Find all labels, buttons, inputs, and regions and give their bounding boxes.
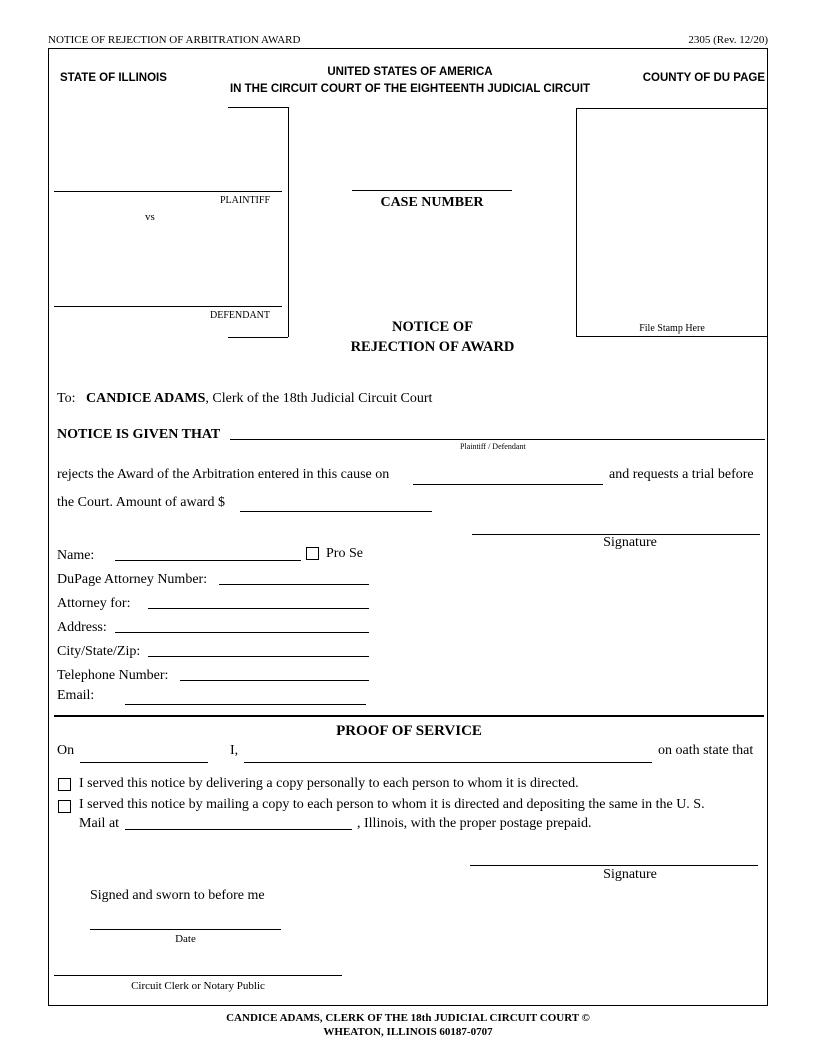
city-label: City/State/Zip: (57, 644, 141, 659)
email-field[interactable] (125, 688, 366, 705)
title-line1: NOTICE OF (392, 319, 473, 335)
mail-location-field[interactable] (125, 813, 352, 830)
clerk-label: Circuit Clerk or Notary Public (131, 980, 265, 992)
defendant-label: DEFENDANT (210, 310, 270, 321)
date-label: Date (175, 933, 196, 945)
telephone-label: Telephone Number: (57, 668, 169, 683)
state-label: STATE OF ILLINOIS (60, 72, 167, 84)
party-name-field[interactable] (230, 423, 765, 440)
mail-service-checkbox[interactable] (58, 800, 71, 813)
defendant-field[interactable] (54, 290, 282, 307)
option2-mail-label: Mail at (79, 816, 120, 831)
oath-text: on oath state that (658, 743, 754, 758)
plaintiff-label: PLAINTIFF (220, 195, 271, 206)
footer-line2: WHEATON, ILLINOIS 60187-0707 (323, 1026, 493, 1038)
award-date-field[interactable] (413, 468, 603, 485)
rejects-text: rejects the Award of the Arbitration entered in this cause on (57, 467, 390, 482)
attorney-number-field[interactable] (219, 568, 369, 585)
email-label: Email: (57, 688, 95, 703)
party-bracket-side (288, 107, 289, 337)
attorney-for-field[interactable] (148, 592, 369, 609)
party-bracket-top (228, 107, 288, 108)
case-number-field[interactable] (352, 174, 512, 191)
name-label: Name: (57, 548, 95, 563)
vs-label: vs (145, 211, 155, 223)
clerk-name: CANDICE ADAMS (85, 391, 206, 406)
pro-se-label: Pro Se (326, 546, 363, 561)
option2-suffix: , Illinois, with the proper postage prepaid. (357, 816, 592, 831)
form-number: 2305 (Rev. 12/20) (688, 34, 768, 46)
on-label: On (57, 743, 75, 758)
form-title: NOTICE OF REJECTION OF ARBITRATION AWARD (48, 34, 301, 46)
section-divider (54, 715, 764, 717)
i-label: I, (230, 743, 239, 758)
party-sublabel: Plaintiff / Defendant (460, 442, 526, 451)
footer-line1: CANDICE ADAMS, CLERK OF THE 18th JUDICIAL CIRCUIT COURT © (226, 1012, 590, 1024)
title-line2: REJECTION OF AWARD (350, 339, 515, 355)
plaintiff-field[interactable] (54, 175, 282, 192)
clerk-signature-field[interactable] (54, 959, 342, 976)
award-amount-field[interactable] (240, 495, 432, 512)
server-name-field[interactable] (244, 746, 652, 763)
party-bracket-bottom (228, 337, 288, 338)
attorney-for-label: Attorney for: (57, 596, 131, 611)
county-label: COUNTY OF DU PAGE (642, 72, 765, 84)
option2-line1: I served this notice by mailing a copy to each person to whom it is directed and depositing the same in the U. S. (79, 797, 705, 812)
sworn-text: Signed and sworn to before me (90, 888, 265, 903)
service-date-field[interactable] (80, 746, 208, 763)
name-field[interactable] (115, 544, 301, 561)
city-field[interactable] (148, 640, 369, 657)
personal-service-checkbox[interactable] (58, 778, 71, 791)
to-line (57, 391, 432, 407)
requests-text: and requests a trial before (609, 467, 754, 482)
address-field[interactable] (115, 616, 369, 633)
proof-heading: PROOF OF SERVICE (336, 723, 482, 739)
case-number-label: CASE NUMBER (380, 195, 484, 210)
file-stamp-label: File Stamp Here (639, 323, 705, 334)
file-stamp-box (576, 108, 768, 337)
proof-signature-label: Signature (603, 867, 657, 882)
signature-label: Signature (603, 535, 657, 550)
option1-text: I served this notice by delivering a copy personally to each person to whom it is directed. (79, 776, 579, 791)
country-label: UNITED STATES OF AMERICA (327, 66, 493, 78)
attorney-number-label: DuPage Attorney Number: (57, 572, 208, 587)
amount-text: the Court. Amount of award $ (57, 495, 225, 510)
pro-se-checkbox[interactable] (306, 547, 319, 560)
proof-signature-field[interactable] (470, 849, 758, 866)
to-prefix: To: (57, 391, 76, 406)
to-suffix: , Clerk of the 18th Judicial Circuit Court (205, 391, 433, 406)
telephone-field[interactable] (180, 664, 369, 681)
notice-label: NOTICE IS GIVEN THAT (57, 427, 221, 442)
sworn-date-field[interactable] (90, 913, 281, 930)
address-label: Address: (57, 620, 107, 635)
signature-field[interactable] (472, 518, 760, 535)
court-label: IN THE CIRCUIT COURT OF THE EIGHTEENTH JUDICIAL CIRCUIT (229, 83, 591, 95)
